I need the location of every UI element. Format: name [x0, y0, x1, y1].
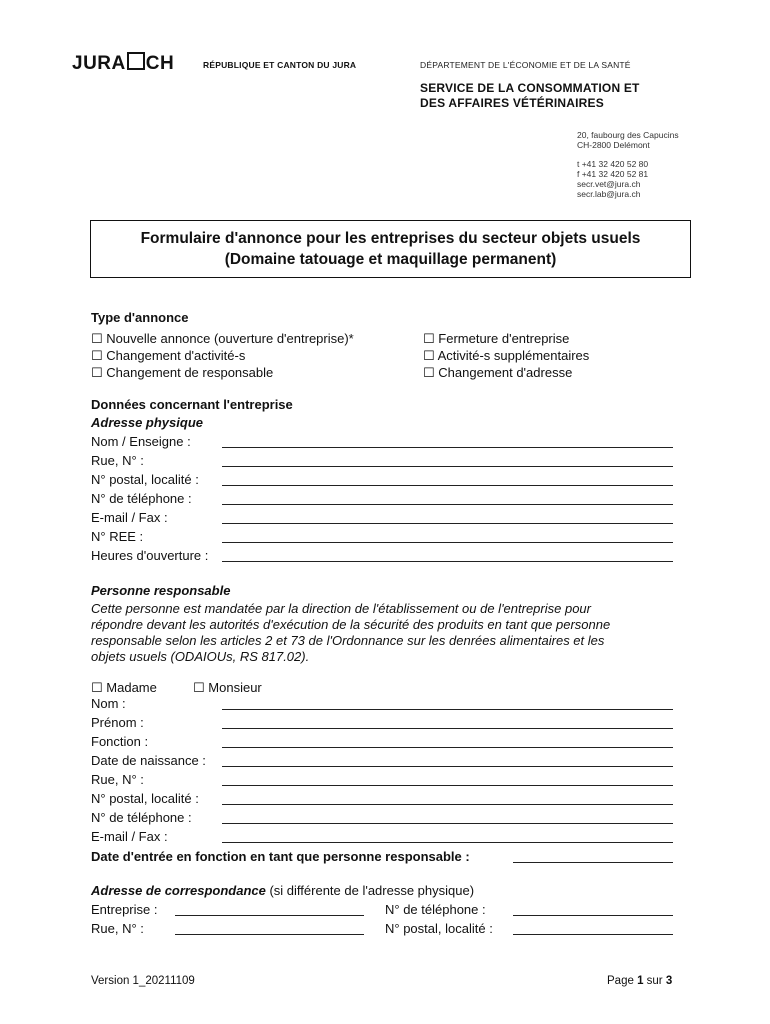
field-label-naissance: Date de naissance :: [91, 753, 206, 768]
field-label-postal: N° postal, localité :: [91, 472, 199, 487]
checkbox-icon[interactable]: ☐: [91, 348, 103, 363]
option-label: Changement de responsable: [106, 365, 274, 380]
option-changement-responsable[interactable]: [91, 365, 273, 381]
field-label-email-personne: E-mail / Fax :: [91, 829, 168, 844]
description-line: objets usuels (ODAIOUs, RS 817.02).: [91, 649, 310, 664]
salutation-monsieur[interactable]: [193, 680, 262, 696]
option-changement-adresse[interactable]: [423, 365, 572, 381]
contact-details: [577, 159, 648, 199]
address-line: 20, faubourg des Capucins: [577, 130, 679, 140]
service-line-1: SERVICE DE LA CONSOMMATION ET: [420, 81, 640, 95]
form-title-box: [90, 220, 691, 278]
field-label-prenom: Prénom :: [91, 715, 144, 730]
page-total: 3: [665, 975, 673, 987]
page-current: 1: [637, 975, 644, 987]
option-label: Changement d'adresse: [438, 365, 573, 380]
salutation-label: Monsieur: [208, 680, 262, 695]
field-label-fonction: Fonction :: [91, 734, 149, 749]
department-name: DÉPARTEMENT DE L'ÉCONOMIE ET DE LA SANTÉ: [420, 60, 631, 70]
field-label-nom: Nom :: [91, 696, 126, 711]
input-telephone-personne[interactable]: [222, 823, 673, 824]
field-label-date-entree: Date d'entrée en fonction en tant que personne responsable :: [91, 849, 470, 864]
input-heures[interactable]: [222, 561, 673, 562]
salutation-madame[interactable]: [91, 680, 157, 696]
personne-description: [91, 601, 680, 665]
correspondance-heading-row: [91, 883, 474, 898]
service-line-2: DES AFFAIRES VÉTÉRINAIRES: [420, 96, 604, 110]
logo-text-right: CH: [145, 53, 175, 74]
input-entreprise[interactable]: [175, 915, 364, 916]
option-fermeture[interactable]: [423, 331, 569, 347]
input-date-entree[interactable]: [513, 862, 673, 863]
checkbox-icon[interactable]: ☐: [91, 680, 103, 695]
input-email-personne[interactable]: [222, 842, 673, 843]
description-line: répondre devant les autorités d'exécution de la sécurité des produits en tant que personne: [91, 617, 611, 632]
version-label: Version 1_20211109: [91, 975, 195, 987]
option-label: Fermeture d'entreprise: [438, 331, 570, 346]
correspondance-heading: Adresse de correspondance: [91, 883, 266, 898]
input-email[interactable]: [222, 523, 673, 524]
input-rue[interactable]: [222, 466, 673, 467]
adresse-physique-heading: Adresse physique: [91, 415, 203, 430]
input-telephone[interactable]: [222, 504, 673, 505]
field-label-heures: Heures d'ouverture :: [91, 548, 209, 563]
email-lab: secr.lab@jura.ch: [577, 189, 641, 199]
description-line: Cette personne est mandatée par la direction de l'établissement ou de l'entreprise pour: [91, 601, 591, 616]
input-postal-corr[interactable]: [513, 934, 673, 935]
field-label-ree: N° REE :: [91, 529, 144, 544]
entreprise-heading: Données concernant l'entreprise: [91, 397, 293, 412]
phone-number: t +41 32 420 52 80: [577, 159, 649, 169]
input-fonction[interactable]: [222, 747, 673, 748]
input-postal-personne[interactable]: [222, 804, 673, 805]
option-nouvelle-annonce[interactable]: [91, 331, 354, 347]
checkbox-icon[interactable]: ☐: [91, 365, 103, 380]
type-annonce-heading: Type d'annonce: [91, 310, 189, 325]
field-label-nom-enseigne: Nom / Enseigne :: [91, 434, 191, 449]
option-label: Activité-s supplémentaires: [437, 348, 590, 363]
input-rue-corr[interactable]: [175, 934, 364, 935]
canton-name: RÉPUBLIQUE ET CANTON DU JURA: [203, 60, 357, 70]
input-ree[interactable]: [222, 542, 673, 543]
field-label-postal-corr: N° postal, localité :: [385, 921, 493, 936]
page-mid: sur: [643, 975, 666, 987]
checkbox-icon[interactable]: ☐: [91, 331, 103, 346]
logo-text-left: JURA: [72, 53, 126, 74]
correspondance-note: (si différente de l'adresse physique): [265, 883, 475, 898]
field-label-rue: Rue, N° :: [91, 453, 144, 468]
service-name: [420, 81, 640, 111]
input-nom[interactable]: [222, 709, 673, 710]
checkbox-icon[interactable]: ☐: [423, 348, 435, 363]
fax-number: f +41 32 420 52 81: [577, 169, 649, 179]
option-label: Changement d'activité-s: [106, 348, 246, 363]
field-label-telephone: N° de téléphone :: [91, 491, 192, 506]
form-subtitle: (Domaine tatouage et maquillage permanent): [224, 251, 557, 268]
description-line: responsable selon les articles 2 et 73 de l'Ordonnance sur les denrées alimentaires et les: [91, 633, 605, 648]
postal-address: [577, 130, 679, 150]
salutation-label: Madame: [106, 680, 157, 695]
input-rue-personne[interactable]: [222, 785, 673, 786]
canton-badge-icon: [127, 52, 145, 70]
input-prenom[interactable]: [222, 728, 673, 729]
input-postal[interactable]: [222, 485, 673, 486]
email-vet: secr.vet@jura.ch: [577, 179, 641, 189]
input-telephone-corr[interactable]: [513, 915, 673, 916]
field-label-rue-corr: Rue, N° :: [91, 921, 144, 936]
option-activites-supplementaires[interactable]: [423, 348, 589, 364]
input-naissance[interactable]: [222, 766, 673, 767]
page-prefix: Page: [607, 975, 638, 987]
page-indicator: [607, 975, 672, 987]
field-label-telephone-corr: N° de téléphone :: [385, 902, 486, 917]
checkbox-icon[interactable]: ☐: [423, 365, 435, 380]
address-line: CH-2800 Delémont: [577, 140, 650, 150]
jura-ch-logo: [72, 52, 174, 75]
field-label-email: E-mail / Fax :: [91, 510, 168, 525]
checkbox-icon[interactable]: ☐: [193, 680, 205, 695]
field-label-telephone-personne: N° de téléphone :: [91, 810, 192, 825]
checkbox-icon[interactable]: ☐: [423, 331, 435, 346]
input-nom-enseigne[interactable]: [222, 447, 673, 448]
form-title: Formulaire d'annonce pour les entreprises du secteur objets usuels: [140, 230, 641, 247]
field-label-entreprise: Entreprise :: [91, 902, 158, 917]
option-changement-activite[interactable]: [91, 348, 245, 364]
field-label-postal-personne: N° postal, localité :: [91, 791, 199, 806]
field-label-rue-personne: Rue, N° :: [91, 772, 144, 787]
option-label: Nouvelle annonce (ouverture d'entreprise)*: [106, 331, 354, 346]
personne-heading: Personne responsable: [91, 583, 231, 598]
